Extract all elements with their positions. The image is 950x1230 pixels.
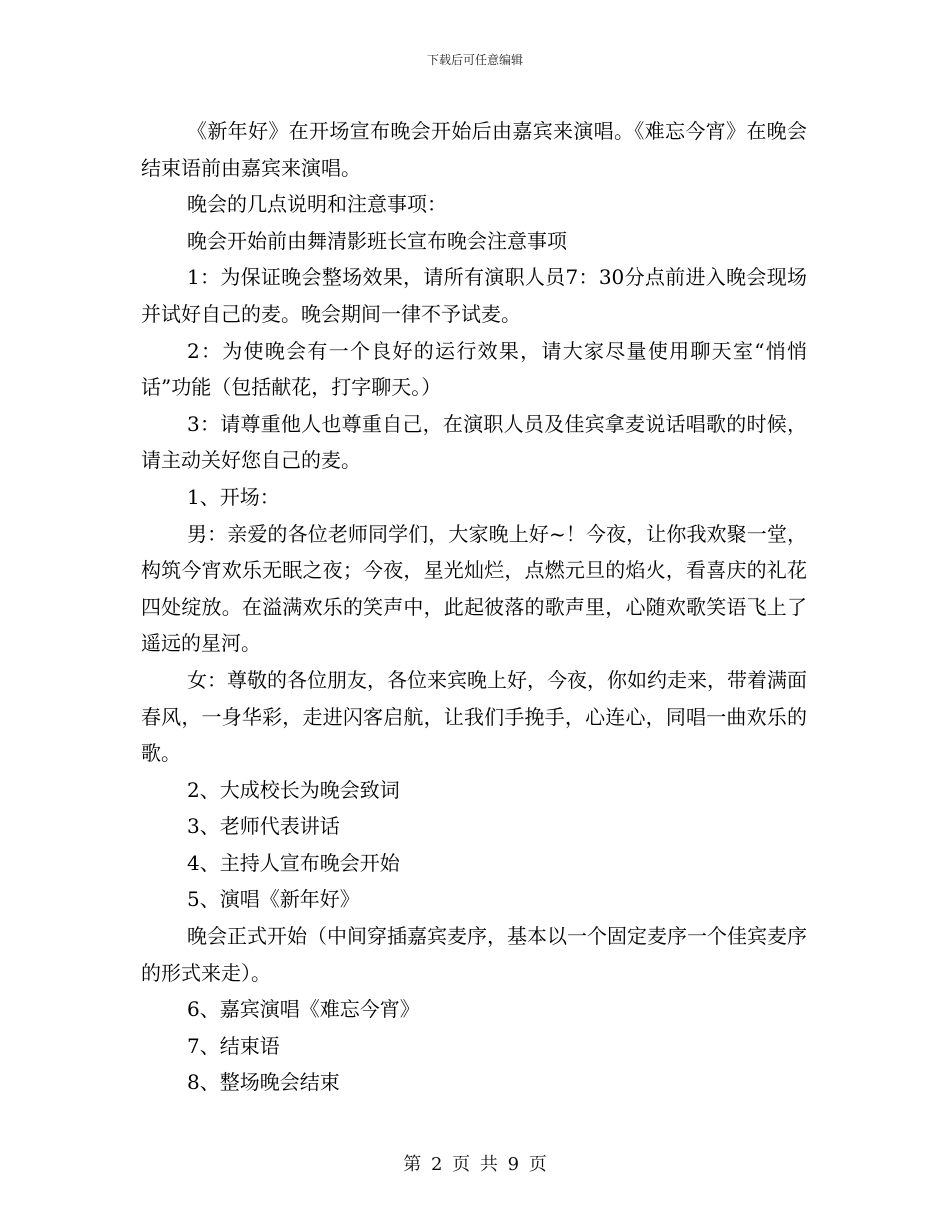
paragraph-male-host: 男：亲爱的各位老师同学们，大家晚上好~！今夜，让你我欢聚一堂，构筑今宵欢乐无眠之夜；今夜，星光灿烂，点燃元旦的焰火，看喜庆的礼花四处绽放。在溢满欢乐的笑声中，此起彼落的歌声里，心随欢歌笑语飞上了遥远的星河。: [141, 521, 807, 656]
paragraph-note-2: 2：为使晚会有一个良好的运行效果，请大家尽量使用聊天室“悄悄话”功能（包括献花，打字聊天。）: [141, 338, 807, 400]
paragraph-formal-start: 晚会正式开始（中间穿插嘉宾麦序，基本以一个固定麦序一个佳宾麦序的形式来走）。: [141, 924, 807, 985]
paragraph-item-3: 3、老师代表讲话: [187, 814, 340, 839]
paragraph-item-2: 2、大成校长为晚会致词: [187, 777, 400, 802]
paragraph-item-6: 6、嘉宾演唱《难忘今宵》: [187, 997, 420, 1022]
page-number: 第 2 页 共 9 页: [403, 1154, 547, 1175]
page-header-note: 下载后可任意编辑: [426, 53, 523, 67]
paragraph-opening: 1、开场：: [187, 484, 280, 509]
paragraph-female-host: 女：尊敬的各位朋友，各位来宾晚上好，今夜，你如约走来，带着满面春风，一身华彩，走进闪客启航，让我们手挽手，心连心，同唱一曲欢乐的歌。: [141, 667, 807, 766]
document-body: [141, 113, 807, 1101]
paragraph-notes-heading: 晚会的几点说明和注意事项：: [187, 192, 447, 217]
paragraph-notes-intro: 晚会开始前由舞清影班长宣布晚会注意事项: [187, 228, 567, 253]
paragraph-item-4: 4、主持人宣布晚会开始: [187, 850, 400, 875]
paragraph-note-3: 3：请尊重他人也尊重自己，在演职人员及佳宾拿麦说话唱歌的时候，请主动关好您自己的麦。: [141, 411, 807, 473]
paragraph-item-5: 5、演唱《新年好》: [187, 887, 360, 912]
paragraph-song-arrangement: 《新年好》在开场宣布晚会开始后由嘉宾来演唱。《难忘今宵》在晚会结束语前由嘉宾来演唱。: [141, 119, 807, 180]
paragraph-item-7: 7、结束语: [187, 1033, 280, 1058]
paragraph-note-1: 1：为保证晚会整场效果，请所有演职人员7：30分点前进入晚会现场并试好自己的麦。晚会期间一律不予试麦。: [141, 265, 807, 326]
paragraph-item-8: 8、整场晚会结束: [187, 1070, 340, 1095]
